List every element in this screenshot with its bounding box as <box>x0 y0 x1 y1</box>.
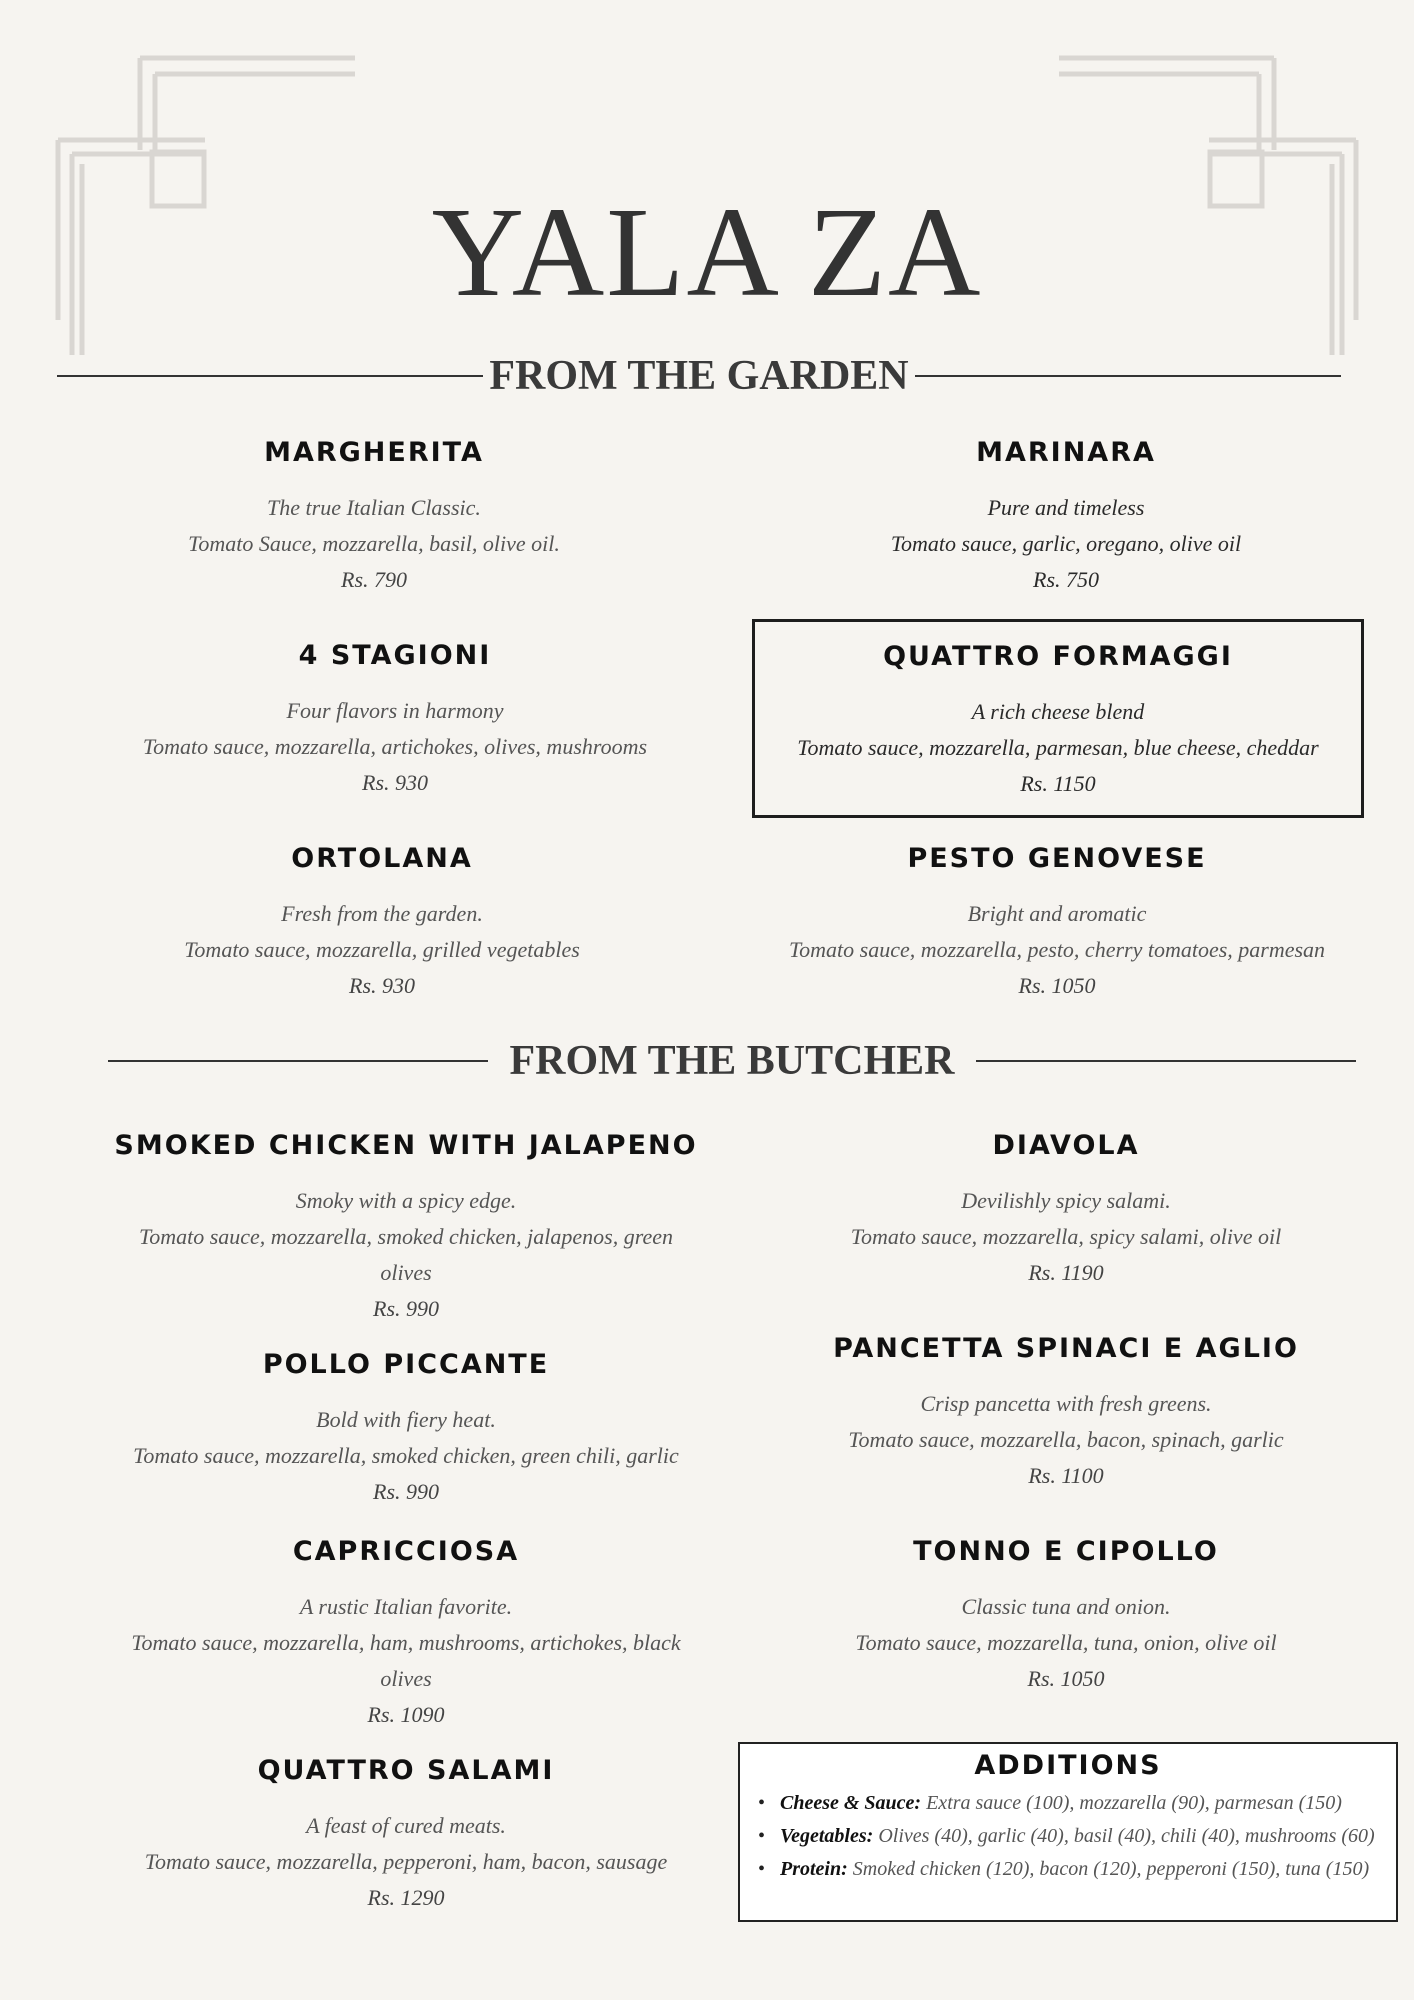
menu-item-4-stagioni <box>115 640 675 801</box>
item-tagline: Smoky with a spicy edge. <box>295 1188 517 1213</box>
menu-item-margherita <box>124 437 624 598</box>
additions-item <box>758 1853 1396 1886</box>
item-ingredients: Tomato sauce, mozzarella, smoked chicken, jalapenos, green <box>138 1224 674 1249</box>
additions-box <box>738 1742 1398 1922</box>
item-name: QUATTRO SALAMI <box>257 1755 555 1786</box>
item-ingredients: Tomato sauce, mozzarella, spicy salami, olive oil <box>850 1224 1282 1249</box>
section-title-butcher: FROM THE BUTCHER <box>509 1038 955 1084</box>
item-price: Rs. 750 <box>1033 567 1099 592</box>
menu-item-capricciosa <box>96 1536 716 1733</box>
item-tagline: The true Italian Classic. <box>267 495 481 520</box>
item-tagline: Four flavors in harmony <box>286 698 504 723</box>
item-tagline: A feast of cured meats. <box>306 1813 506 1838</box>
item-price: Rs. 990 <box>373 1296 439 1321</box>
menu-item-pollo-piccante <box>96 1349 716 1510</box>
item-ingredients: Tomato sauce, mozzarella, grilled vegetables <box>184 937 580 962</box>
restaurant-title: YALA ZA <box>431 181 983 323</box>
item-tagline: Bright and aromatic <box>967 901 1147 926</box>
menu-item-ortolana <box>132 843 632 1004</box>
item-ingredients: Tomato sauce, mozzarella, tuna, onion, olive oil <box>855 1630 1277 1655</box>
item-name: DIAVOLA <box>992 1130 1140 1161</box>
item-tagline: Bold with fiery heat. <box>316 1407 496 1432</box>
additions-title: ADDITIONS <box>974 1750 1162 1781</box>
item-name: CAPRICCIOSA <box>292 1536 520 1567</box>
item-name: PANCETTA SPINACI E AGLIO <box>833 1333 1299 1364</box>
item-tagline: Pure and timeless <box>987 495 1145 520</box>
item-price: Rs. 1150 <box>1020 771 1096 796</box>
item-ingredients: Tomato sauce, mozzarella, artichokes, olives, mushrooms <box>142 734 648 759</box>
item-tagline: A rich cheese blend <box>971 699 1145 724</box>
item-name: QUATTRO FORMAGGI <box>883 641 1233 672</box>
item-ingredients: Tomato sauce, mozzarella, parmesan, blue cheese, cheddar <box>797 735 1319 760</box>
menu-item-marinara <box>816 437 1316 598</box>
menu-item-diavola <box>816 1130 1316 1291</box>
item-name: MARINARA <box>976 437 1156 468</box>
item-price: Rs. 1090 <box>367 1702 445 1727</box>
item-tagline: Crisp pancetta with fresh greens. <box>920 1391 1212 1416</box>
item-price: Rs. 1290 <box>367 1885 445 1910</box>
menu-item-pancetta-spinaci-aglio <box>786 1333 1346 1494</box>
item-name: SMOKED CHICKEN WITH JALAPENO <box>114 1130 698 1161</box>
item-price: Rs. 930 <box>349 973 415 998</box>
item-name: PESTO GENOVESE <box>907 843 1207 874</box>
item-price: Rs. 1100 <box>1028 1463 1104 1488</box>
item-price: Rs. 1050 <box>1018 973 1096 998</box>
additions-label: Cheese & Sauce: <box>780 1792 922 1814</box>
additions-item <box>758 1787 1396 1820</box>
item-ingredients: Tomato sauce, mozzarella, bacon, spinach, garlic <box>848 1427 1284 1452</box>
additions-text: Extra sauce (100), mozzarella (90), parmesan (150) <box>926 1792 1342 1814</box>
item-price: Rs. 1190 <box>1028 1260 1104 1285</box>
item-price: Rs. 790 <box>341 567 407 592</box>
item-tagline: A rustic Italian favorite. <box>299 1594 513 1619</box>
item-ingredients: Tomato sauce, mozzarella, ham, mushrooms, artichokes, black <box>131 1630 681 1655</box>
additions-label: Protein: <box>780 1858 848 1880</box>
heading-rule-right <box>976 1060 1356 1062</box>
heading-rule-right <box>915 375 1341 377</box>
item-ingredients-cont: olives <box>380 1666 432 1691</box>
section-title-garden: FROM THE GARDEN <box>489 353 909 399</box>
section-heading-garden <box>57 350 1341 402</box>
additions-text: Smoked chicken (120), bacon (120), pepperoni (150), tuna (150) <box>852 1858 1370 1880</box>
menu-item-pesto-genovese <box>757 843 1357 1004</box>
item-name: TONNO E CIPOLLO <box>913 1536 1219 1567</box>
additions-list <box>740 1787 1396 1886</box>
menu-item-quattro-salami <box>96 1755 716 1916</box>
item-ingredients: Tomato sauce, mozzarella, pepperoni, ham, bacon, sausage <box>144 1849 668 1874</box>
item-price: Rs. 930 <box>362 770 428 795</box>
item-name: ORTOLANA <box>291 843 473 874</box>
additions-item <box>758 1820 1396 1853</box>
heading-rule-left <box>57 375 483 377</box>
menu-item-tonno-cipollo <box>786 1536 1346 1697</box>
menu-item-smoked-chicken-jalapeno <box>96 1130 716 1327</box>
item-tagline: Fresh from the garden. <box>281 901 483 926</box>
item-tagline: Classic tuna and onion. <box>961 1594 1171 1619</box>
item-name: 4 STAGIONI <box>298 640 492 671</box>
menu-item-quattro-formaggi <box>752 619 1364 818</box>
item-ingredients: Tomato sauce, mozzarella, pesto, cherry tomatoes, parmesan <box>788 937 1326 962</box>
section-heading-butcher <box>108 1035 1356 1087</box>
item-name: POLLO PICCANTE <box>262 1349 550 1380</box>
item-ingredients: Tomato Sauce, mozzarella, basil, olive oil. <box>188 531 560 556</box>
item-price: Rs. 990 <box>373 1479 439 1504</box>
heading-rule-left <box>108 1060 488 1062</box>
additions-label: Vegetables: <box>780 1825 874 1847</box>
item-name: MARGHERITA <box>264 437 484 468</box>
item-tagline: Devilishly spicy salami. <box>961 1188 1171 1213</box>
additions-text: Olives (40), garlic (40), basil (40), chili (40), mushrooms (60) <box>878 1825 1375 1847</box>
item-ingredients-cont: olives <box>380 1260 432 1285</box>
item-ingredients: Tomato sauce, garlic, oregano, olive oil <box>890 531 1242 556</box>
item-price: Rs. 1050 <box>1027 1666 1105 1691</box>
item-ingredients: Tomato sauce, mozzarella, smoked chicken, green chili, garlic <box>133 1443 679 1468</box>
